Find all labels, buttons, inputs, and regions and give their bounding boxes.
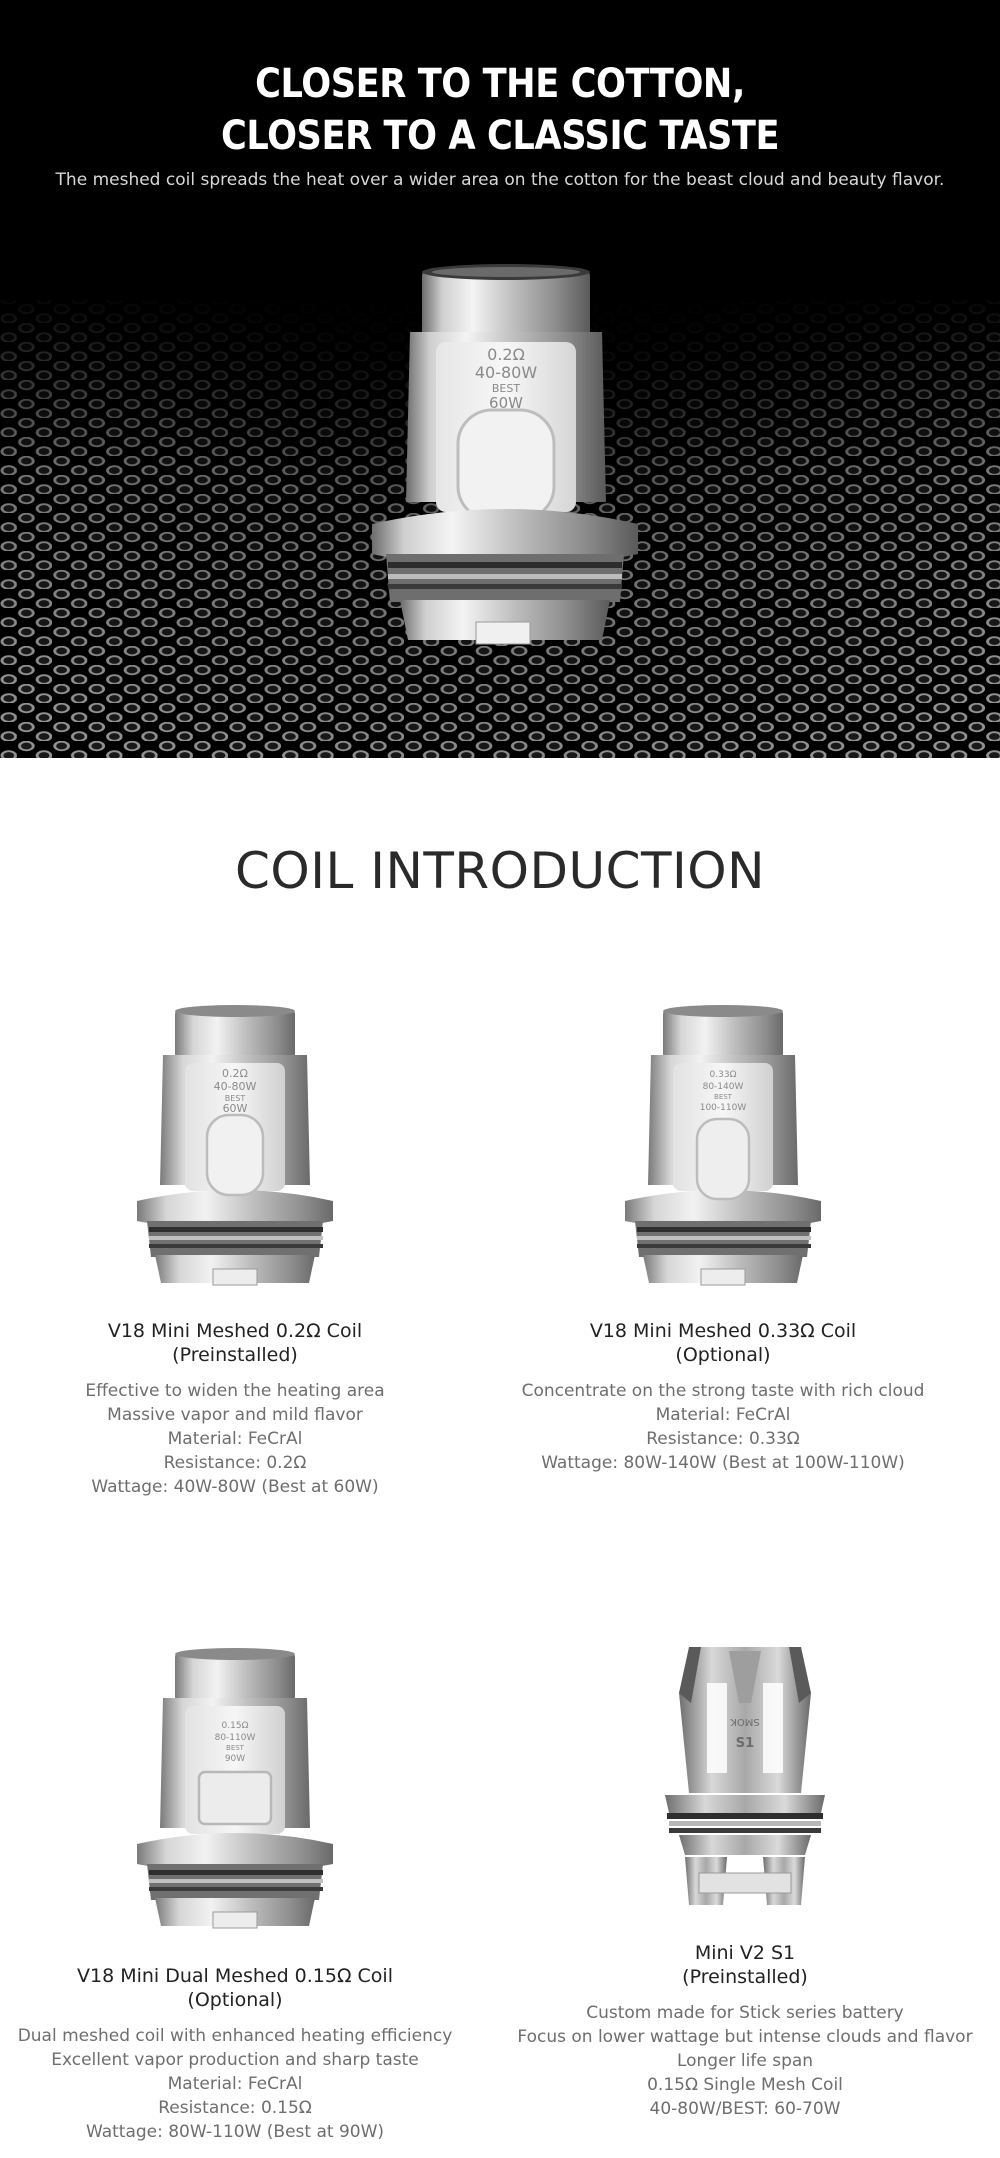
hero-coil-label-best: BEST [491,382,521,395]
coil-0.2-details [0,1379,475,1499]
coil-detail: Massive vapor and mild flavor [107,1405,363,1425]
coil-detail: 0.15Ω Single Mesh Coil [647,2075,843,2095]
coil-detail: Custom made for Stick series battery [586,2003,904,2023]
hero-title-line1: CLOSER TO THE COTTON, [255,61,745,107]
coil-card-0.33 [483,1005,963,1475]
coil-0.15-image [135,1648,335,1930]
svg-text:S1: S1 [735,1736,755,1751]
svg-text:0.2Ω: 0.2Ω [222,1067,248,1080]
coil-0.33-image [623,1005,823,1287]
coil-detail: Material: FeCrAl [655,1405,791,1425]
hero-subtitle: The meshed coil spreads the heat over a wider area on the cotton for the beast cloud and beauty flavor. [55,170,945,190]
coil-mini-v2-s1-status: (Preinstalled) [682,1966,808,1988]
coil-detail: Resistance: 0.33Ω [646,1429,800,1449]
svg-text:BEST: BEST [714,1093,732,1101]
hero-coil-label-best-value: 60W [489,394,523,412]
coil-detail: Resistance: 0.2Ω [163,1453,307,1473]
coil-mini-v2-s1-details [505,2001,985,2121]
coil-detail: Dual meshed coil with enhanced heating efficiency [17,2026,453,2046]
coil-detail: Material: FeCrAl [167,2074,303,2094]
hero-title-line2: CLOSER TO A CLASSIC TASTE [220,113,780,159]
svg-text:80-110W: 80-110W [214,1733,256,1743]
coil-card-0.15 [0,1648,475,2144]
coil-0.33-status: (Optional) [675,1344,771,1366]
coil-introduction-heading: COIL INTRODUCTION [234,842,766,900]
svg-text:SMOK: SMOK [730,1716,760,1727]
coil-detail: Material: FeCrAl [167,1429,303,1449]
svg-text:BEST: BEST [224,1094,246,1103]
svg-text:0.15Ω: 0.15Ω [221,1721,249,1731]
coil-mini-v2-s1-image [655,1643,835,1913]
coil-detail: Excellent vapor production and sharp taste [51,2050,419,2070]
coil-0.33-details [483,1379,963,1475]
svg-text:BEST: BEST [226,1744,244,1752]
coil-0.2-status: (Preinstalled) [172,1344,298,1366]
coil-0.15-status: (Optional) [187,1989,283,2011]
hero-title [60,58,940,162]
svg-text:60W: 60W [222,1102,248,1115]
hero-coil-label-wattage: 40-80W [474,363,538,382]
coil-0.33-name: V18 Mini Meshed 0.33Ω Coil [589,1320,857,1342]
svg-text:0.33Ω: 0.33Ω [709,1070,737,1080]
svg-text:90W: 90W [224,1754,246,1764]
coil-0.2-name: V18 Mini Meshed 0.2Ω Coil [107,1320,363,1342]
svg-text:80-140W: 80-140W [702,1082,744,1092]
coil-0.2-image [135,1005,335,1287]
svg-text:40-80W: 40-80W [213,1080,257,1093]
coil-detail: Effective to widen the heating area [85,1381,385,1401]
coil-detail: Focus on lower wattage but intense clouds and flavor [517,2027,973,2047]
coil-card-mini-v2-s1 [505,1643,985,2121]
hero-coil-label-resistance: 0.2Ω [487,345,525,364]
coil-0.15-name: V18 Mini Dual Meshed 0.15Ω Coil [76,1965,393,1987]
coil-detail: Wattage: 80W-140W (Best at 100W-110W) [541,1453,905,1473]
coil-detail: 40-80W/BEST: 60-70W [649,2099,841,2119]
coil-detail: Concentrate on the strong taste with rich cloud [521,1381,925,1401]
coil-detail: Wattage: 80W-110W (Best at 90W) [85,2122,385,2142]
coil-detail: Resistance: 0.15Ω [158,2098,312,2118]
hero-banner [0,0,1000,758]
coil-card-0.2 [0,1005,475,1499]
coil-detail: Longer life span [676,2051,814,2071]
coil-detail: Wattage: 40W-80W (Best at 60W) [91,1477,379,1497]
coil-0.15-details [0,2024,475,2144]
svg-text:100-110W: 100-110W [699,1103,747,1113]
coil-mini-v2-s1-name: Mini V2 S1 [694,1942,796,1964]
hero-coil-image [370,262,640,652]
